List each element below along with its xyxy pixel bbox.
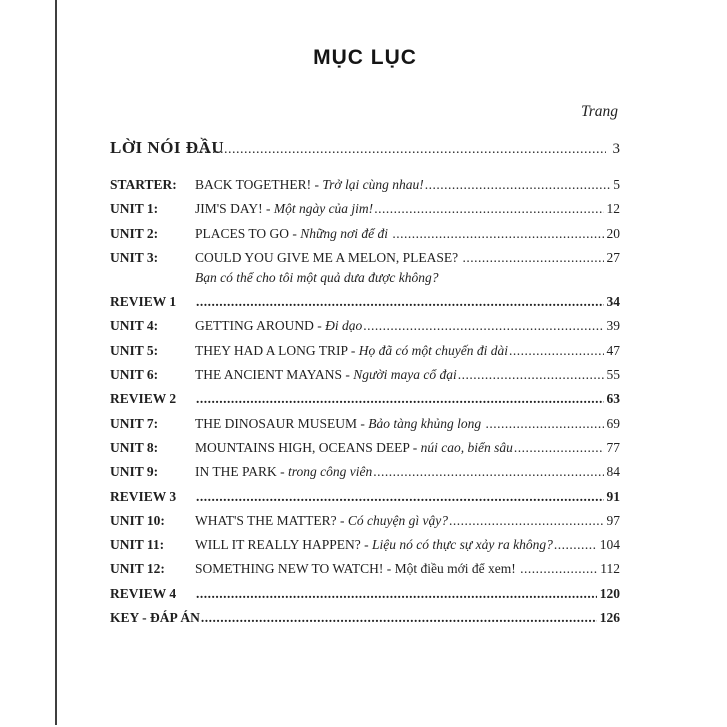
entry-label: UNIT 10: <box>110 512 165 528</box>
entry-label: UNIT 5: <box>110 342 159 358</box>
dot-leader <box>363 316 603 336</box>
toc-row-line <box>110 224 620 244</box>
dot-leader <box>196 487 604 507</box>
toc-row <box>110 175 620 195</box>
dot-leader <box>554 535 597 555</box>
toc-row-line <box>110 608 620 628</box>
entry-subtitle: Một điều mới để xem! <box>394 561 520 577</box>
toc-row-line <box>110 414 620 434</box>
toc-row-line <box>110 584 620 604</box>
dot-leader <box>196 292 604 312</box>
entry-label: UNIT 2: <box>110 225 159 241</box>
toc-row-line <box>110 341 620 361</box>
entry-label: UNIT 12: <box>110 561 165 577</box>
entry-subtitle: trong công viên <box>288 464 373 480</box>
entry-page-number: 5 <box>613 177 620 192</box>
toc-row <box>110 316 620 336</box>
entry-page-number: 77 <box>606 439 620 455</box>
toc-row-line <box>110 316 620 336</box>
toc-row-line <box>110 389 620 409</box>
entry-title: WHAT'S THE MATTER? - <box>195 512 348 528</box>
entry-title: SOMETHING NEW TO WATCH! - <box>195 561 395 577</box>
toc-row <box>110 224 620 244</box>
dot-leader <box>514 438 604 458</box>
entry-page-number: 27 <box>606 249 620 265</box>
toc-row-line <box>110 292 620 312</box>
entry-page-number: 63 <box>606 391 620 407</box>
toc-row <box>110 584 620 604</box>
toc-row-line <box>110 365 620 385</box>
entry-page-number: 12 <box>606 201 620 217</box>
entry-label: UNIT 4: <box>110 318 159 334</box>
toc-row-line <box>110 175 620 195</box>
entry-page-number: 69 <box>606 415 620 431</box>
toc-row <box>110 248 620 288</box>
entry-page-number: 39 <box>606 318 620 334</box>
dot-leader <box>201 608 597 628</box>
toc-row <box>110 511 620 531</box>
entry-page-number: 84 <box>606 464 620 480</box>
dot-leader <box>374 199 603 219</box>
entry-label: REVIEW 3 <box>110 488 177 504</box>
entry-subtitle: Bảo tàng khủng long <box>368 415 485 431</box>
toc-row <box>110 462 620 482</box>
entry-label: UNIT 11: <box>110 537 165 553</box>
entry-page-number: 126 <box>599 610 620 626</box>
entry-label: UNIT 6: <box>110 367 159 383</box>
entry-title: THE ANCIENT MAYANS - <box>195 367 354 383</box>
page-column-header: Trang <box>580 103 618 120</box>
entry-page-number: 112 <box>600 561 620 577</box>
toc-row-line <box>110 438 620 458</box>
toc-row <box>110 414 620 434</box>
entry-label: UNIT 8: <box>110 439 159 455</box>
entry-page-number: 104 <box>599 537 620 553</box>
entry-page-number: 55 <box>606 367 620 383</box>
toc-content <box>110 0 620 632</box>
preface-label: LỜI NÓI ĐẦU <box>110 138 225 157</box>
entry-subtitle: Người maya cổ đại <box>353 367 457 383</box>
entry-title: BACK TOGETHER! - <box>195 177 323 192</box>
entry-subtitle: Những nơi để đi <box>300 225 392 241</box>
entry-page-number: 120 <box>599 585 620 601</box>
entry-label: KEY - ĐÁP ÁN <box>110 610 200 626</box>
toc-row <box>110 608 620 628</box>
dot-leader <box>486 414 604 434</box>
entry-subtitle: Một ngày của jim! <box>273 201 374 217</box>
entry-page-number: 47 <box>606 342 620 358</box>
dot-leader <box>373 462 603 482</box>
entry-title: WILL IT REALLY HAPPEN? - <box>195 537 372 553</box>
entry-title: JIM'S DAY! - <box>195 201 274 217</box>
dot-leader <box>196 584 597 604</box>
entry-subtitle: Liệu nó có thực sự xảy ra không? <box>372 537 553 553</box>
entry-page-number: 20 <box>606 225 620 241</box>
dot-leader <box>449 511 603 531</box>
toc-row-line <box>110 199 620 219</box>
entry-label: REVIEW 2 <box>110 391 177 407</box>
entry-label: UNIT 9: <box>110 464 159 480</box>
page-title: MỤC LỤC <box>313 46 417 69</box>
dot-leader <box>463 248 604 268</box>
entry-label: UNIT 7: <box>110 415 159 431</box>
toc-row <box>110 487 620 507</box>
toc-row-line <box>110 535 620 555</box>
toc-row <box>110 365 620 385</box>
entry-subtitle: Trở lại cùng nhau! <box>322 177 424 192</box>
toc-row-line <box>110 462 620 482</box>
entry-page-number: 34 <box>606 294 620 310</box>
entry-subtitle-below: Bạn có thể cho tôi một quả dưa được không? <box>195 269 439 285</box>
entry-label: REVIEW 1 <box>110 294 177 310</box>
toc-row-line <box>110 487 620 507</box>
preface-page-number: 3 <box>612 141 620 157</box>
dot-leader <box>458 365 604 385</box>
dot-leader <box>425 175 611 195</box>
toc-row <box>110 292 620 312</box>
dot-leader <box>392 224 603 244</box>
entry-title: THE DINOSAUR MUSEUM - <box>195 415 369 431</box>
entry-label: UNIT 1: <box>110 201 159 217</box>
entry-label: STARTER: <box>110 177 177 192</box>
toc-row <box>110 199 620 219</box>
toc-row <box>110 389 620 409</box>
entry-title: GETTING AROUND - <box>195 318 326 334</box>
entry-label: REVIEW 4 <box>110 585 177 601</box>
entry-subtitle: Có chuyện gì vậy? <box>347 512 449 528</box>
entry-title: THEY HAD A LONG TRIP - <box>195 342 359 358</box>
entry-title: IN THE PARK - <box>195 464 289 480</box>
toc-rows <box>110 175 620 628</box>
dot-leader <box>196 139 606 161</box>
entry-subtitle: Đi dạo <box>325 318 363 334</box>
entry-subtitle: núi cao, biển sâu <box>420 439 513 455</box>
entry-title: COULD YOU GIVE ME A MELON, PLEASE? <box>195 249 462 265</box>
entry-title: PLACES TO GO - <box>195 225 301 241</box>
dot-leader <box>520 559 597 579</box>
entry-page-number: 97 <box>606 512 620 528</box>
toc-row-line <box>110 559 620 579</box>
toc-row <box>110 535 620 555</box>
dot-leader <box>196 389 604 409</box>
entry-subtitle: Họ đã có một chuyến đi dài <box>358 342 508 358</box>
toc-row-line <box>110 248 620 268</box>
left-page-rule <box>55 0 57 725</box>
preface-row <box>110 137 620 161</box>
entry-label: UNIT 3: <box>110 249 159 265</box>
toc-row-line <box>110 511 620 531</box>
toc-row <box>110 559 620 579</box>
toc-row <box>110 438 620 458</box>
toc-row <box>110 341 620 361</box>
entry-page-number: 91 <box>606 488 620 504</box>
dot-leader <box>509 341 604 361</box>
entry-title: MOUNTAINS HIGH, OCEANS DEEP - <box>195 439 421 455</box>
